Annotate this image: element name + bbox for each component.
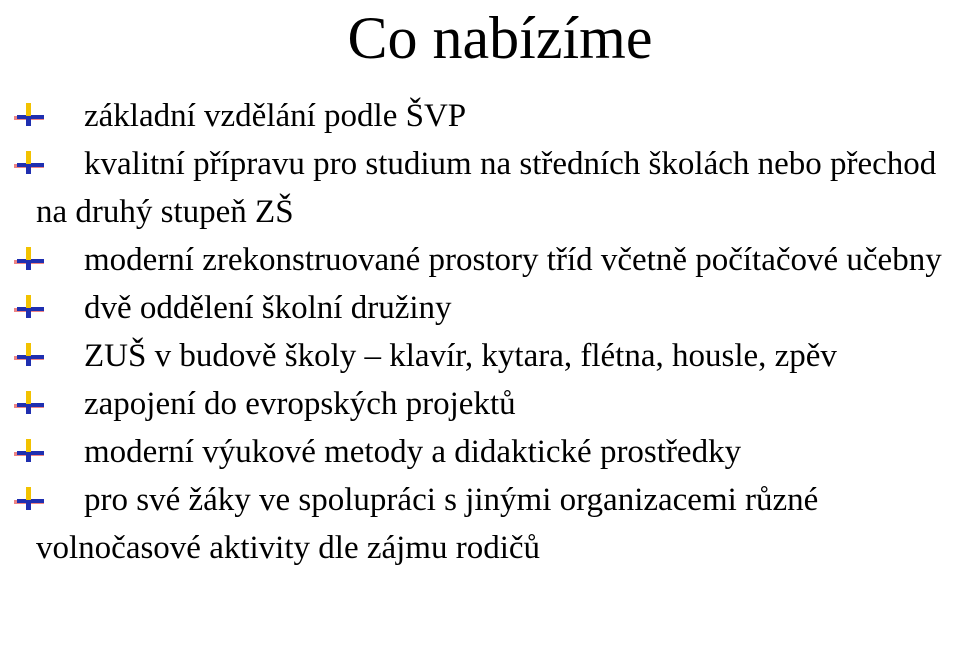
flag-cross-bullet-icon <box>14 343 46 371</box>
list-item <box>0 476 956 572</box>
list-item <box>0 332 956 380</box>
list-item-text: zapojení do evropských projektů <box>84 386 516 422</box>
list-item <box>0 236 956 284</box>
list-item-text: základní vzdělání podle ŠVP <box>84 98 467 134</box>
slide-title: Co nabízíme <box>347 5 653 71</box>
list-item-text: dvě oddělení školní družiny <box>84 290 452 326</box>
list-item-text: moderní výukové metody a didaktické prostředky <box>84 434 742 470</box>
list-item-text: moderní zrekonstruované prostory tříd včetně počítačové učebny <box>84 242 942 278</box>
flag-cross-bullet-icon <box>14 487 46 515</box>
list-item <box>0 140 956 236</box>
list-item <box>0 380 956 428</box>
flag-cross-bullet-icon <box>14 295 46 323</box>
list-item <box>0 284 956 332</box>
list-item-text: ZUŠ v budově školy – klavír, kytara, flétna, housle, zpěv <box>84 338 837 374</box>
flag-cross-bullet-icon <box>14 439 46 467</box>
flag-cross-bullet-icon <box>14 391 46 419</box>
list-item-text: pro své žáky ve spolupráci s jinými organizacemi různé volnočasové aktivity dle zájmu rodičů <box>36 482 819 566</box>
list-item-text: kvalitní přípravu pro studium na středních školách nebo přechod na druhý stupeň ZŠ <box>36 146 937 230</box>
list-item <box>0 428 956 476</box>
list-item <box>0 92 956 140</box>
bullet-list <box>0 92 956 572</box>
flag-cross-bullet-icon <box>14 103 46 131</box>
flag-cross-bullet-icon <box>14 151 46 179</box>
flag-cross-bullet-icon <box>14 247 46 275</box>
